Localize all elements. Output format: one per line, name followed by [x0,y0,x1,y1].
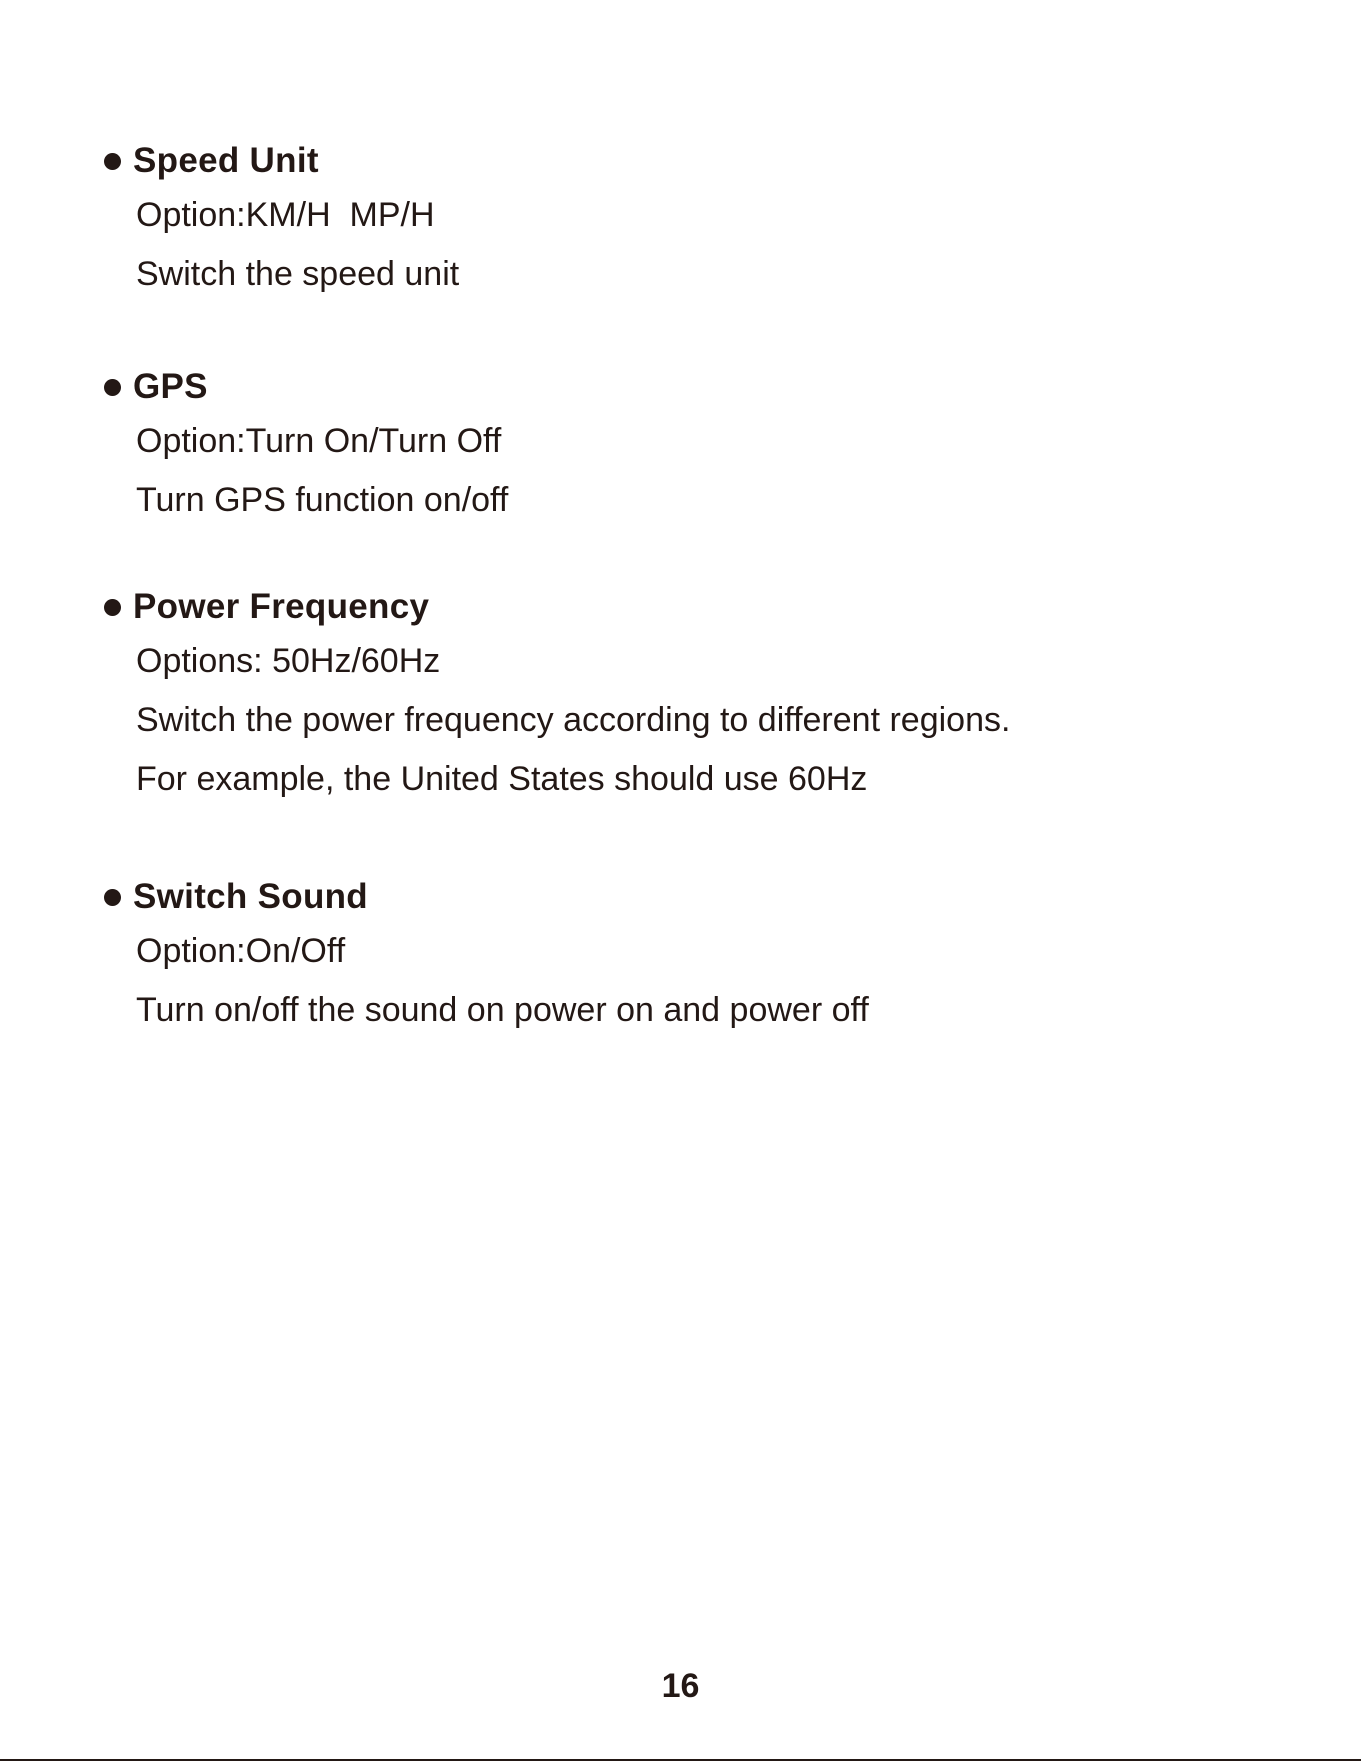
section-title: Speed Unit [133,141,319,180]
description-text: Turn on/off the sound on power on and power off [136,991,869,1029]
option-text: Option:Turn On/Turn Off [136,422,502,460]
section-switch-sound [104,875,1284,1030]
description-text: Turn GPS function on/off [136,481,509,519]
section-heading [104,585,1284,629]
bullet-icon [104,153,121,170]
section-title: GPS [133,367,208,406]
description-text: Switch the speed unit [136,255,460,293]
option-text: Option:KM/H MP/H [136,196,435,234]
page-number: 16 [661,1667,700,1705]
section-title: Switch Sound [133,877,368,916]
bullet-icon [104,379,121,396]
option-text: Option:On/Off [136,932,346,970]
section-power-frequency [104,585,1284,799]
section-speed-unit [104,139,1284,294]
bullet-icon [104,889,121,906]
section-title: Power Frequency [133,587,430,626]
example-text: For example, the United States should use 60Hz [136,760,868,798]
section-heading [104,875,1284,919]
bullet-icon [104,599,121,616]
section-heading [104,365,1284,409]
description-text: Switch the power frequency according to different regions. [136,701,1011,739]
section-heading [104,139,1284,183]
option-text: Options: 50Hz/60Hz [136,642,441,680]
section-gps [104,365,1284,520]
